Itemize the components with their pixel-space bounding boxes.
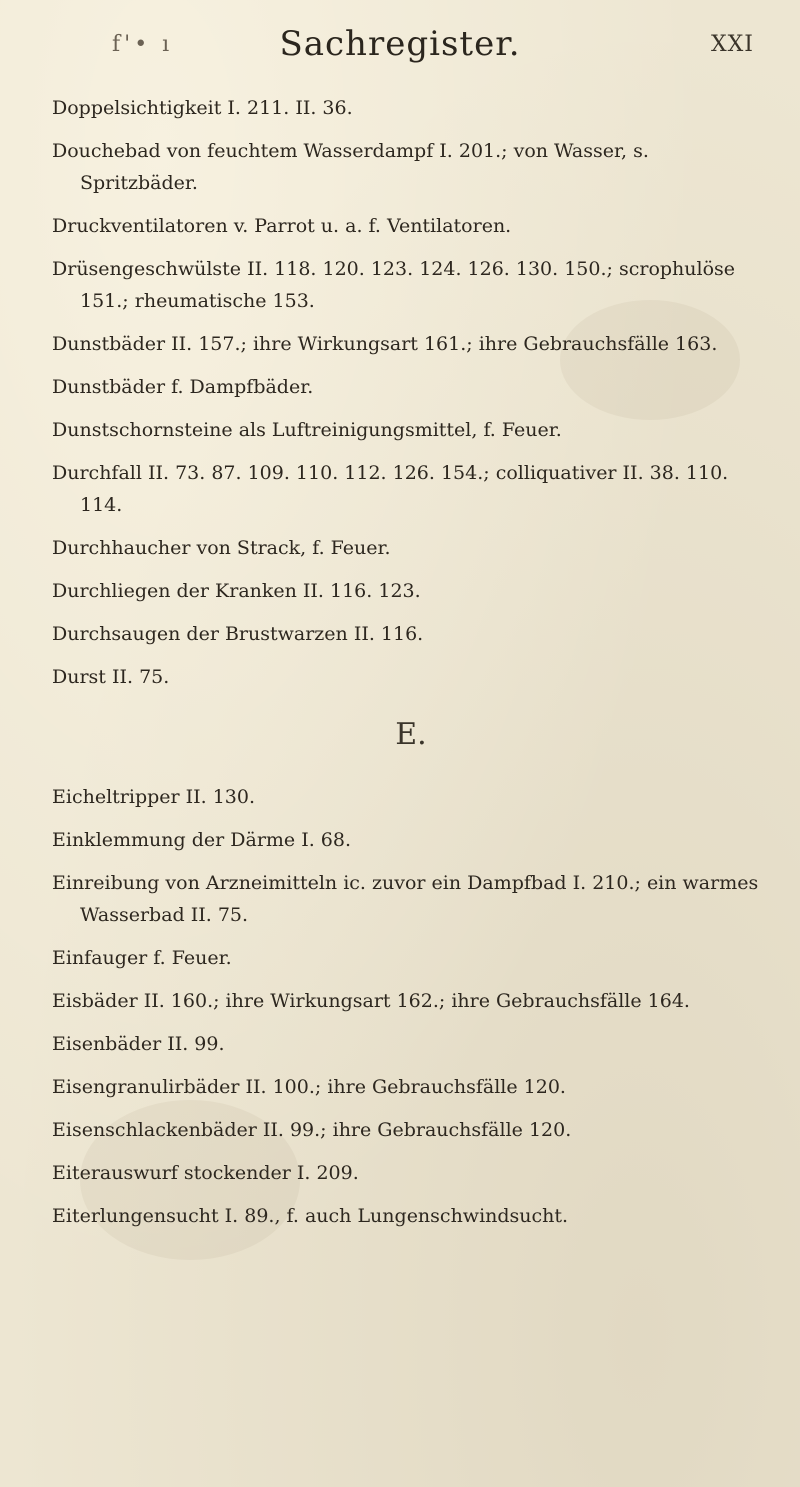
index-entry: Eicheltripper II. 130. [52,786,256,808]
index-entry: Einklemmung der Därme I. 68. [52,829,351,851]
index-entry: Eiterlungensucht I. 89., f. auch Lungenschwindsucht. [52,1205,569,1227]
index-entry: Durchsaugen der Brustwarzen II. 116. [52,623,424,645]
index-entry: Douchebad von feuchtem Wasserdampf I. 201.; von Wasser, s. Spritzbäder. [52,140,649,194]
index-entry: Durst II. 75. [52,666,170,688]
index-entry: Dunstbäder f. Dampfbäder. [52,376,314,398]
index-entry: Eisenschlackenbäder II. 99.; ihre Gebrauchsfälle 120. [52,1119,572,1141]
index-entry: Einfauger f. Feuer. [52,947,232,969]
register-entries [52,92,770,1243]
index-entry: Dunstbäder II. 157.; ihre Wirkungsart 161.; ihre Gebrauchsfälle 163. [52,333,718,355]
index-entry: Drüsengeschwülste II. 118. 120. 123. 124. 126. 130. 150.; scrophulöse 151.; rheumatische 153. [52,258,736,312]
index-entry: Druckventilatoren v. Parrot u. a. f. Ventilatoren. [52,215,512,237]
index-entry: Durchliegen der Kranken II. 116. 123. [52,580,421,602]
page-number: XXI [710,32,754,57]
index-entry: Doppelsichtigkeit I. 211. II. 36. [52,97,353,119]
page-title: Sachregister. [279,24,521,64]
index-entry: Eisenbäder II. 99. [52,1033,225,1055]
index-entry: Eisbäder II. 160.; ihre Wirkungsart 162.; ihre Gebrauchsfälle 164. [52,990,690,1012]
index-entry: Eisengranulirbäder II. 100.; ihre Gebrauchsfälle 120. [52,1076,566,1098]
index-entry: Dunstschornsteine als Luftreinigungsmittel, f. Feuer. [52,419,562,441]
index-entry: Einreibung von Arzneimitteln ic. zuvor ein Dampfbad I. 210.; ein warmes Wasserbad II. 75. [52,872,759,926]
index-entry: Durchfall II. 73. 87. 109. 110. 112. 126. 154.; colliquativer II. 38. 110. 114. [52,462,729,516]
page-header [0,20,800,70]
index-entry: Eiterauswurf stockender I. 209. [52,1162,359,1184]
section-letter: E. [395,717,427,752]
margin-marks: f'• ı [112,32,174,57]
index-entry: Durchhaucher von Strack, f. Feuer. [52,537,391,559]
